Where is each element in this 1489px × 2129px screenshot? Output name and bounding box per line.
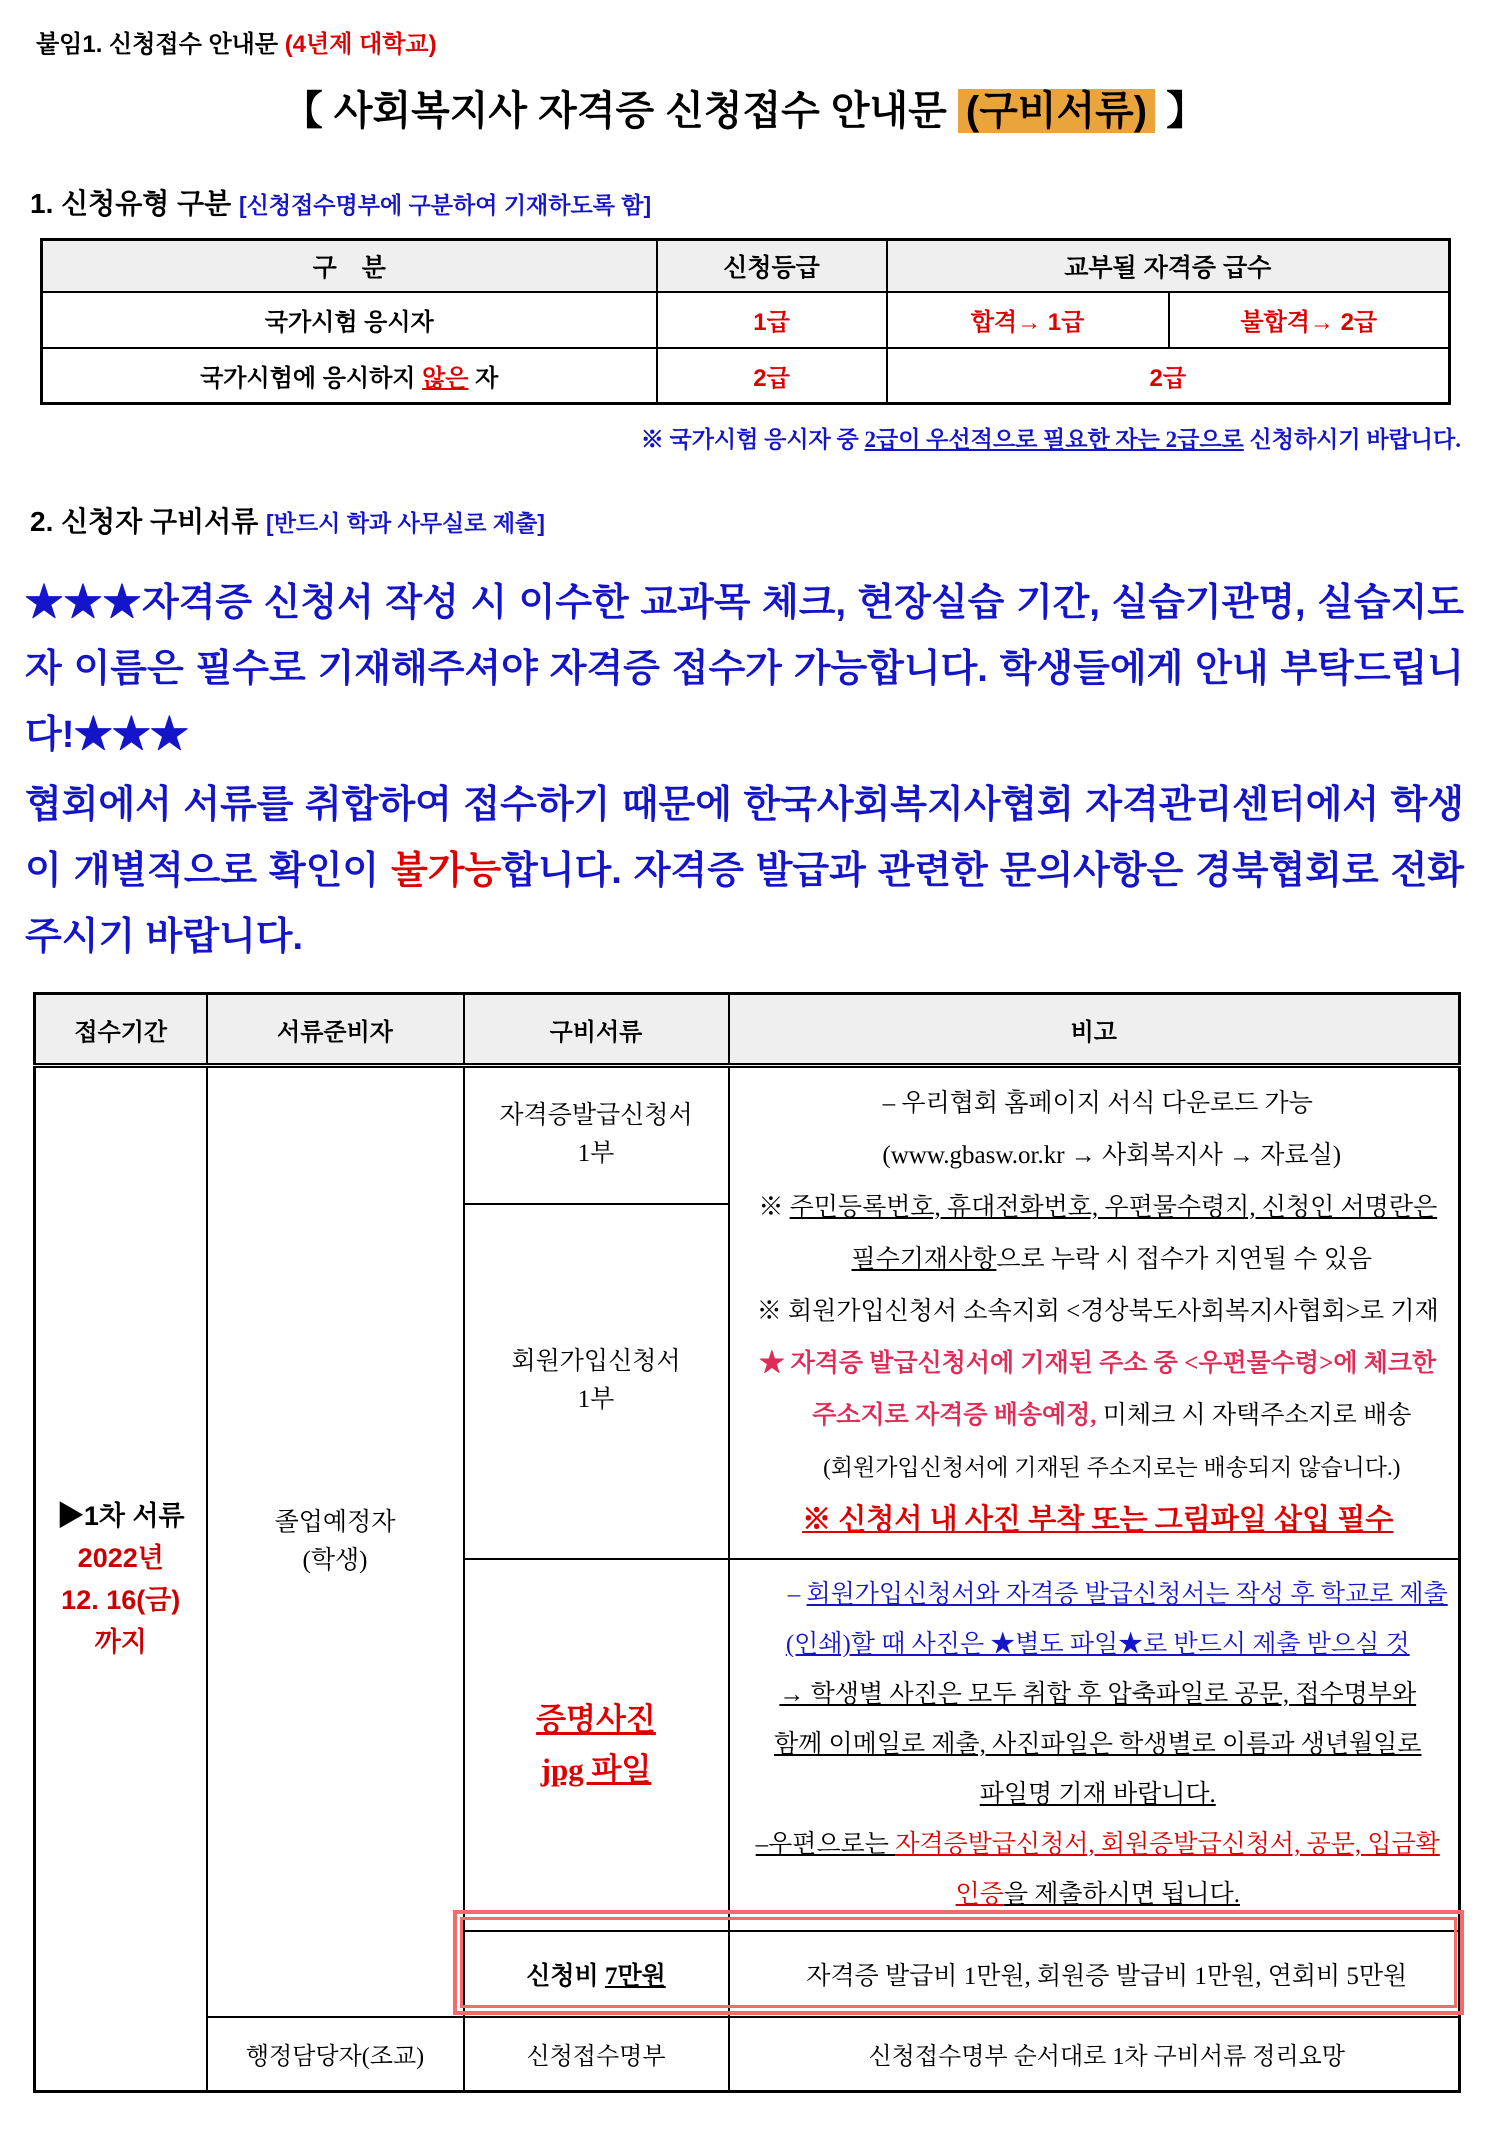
t2-cell-preparer-student — [207, 1066, 464, 2018]
text-segment: 합니다. 자격증 발급과 관련한 문의사항은 경북협회로 전화주시기 바랍니다. — [25, 850, 1465, 958]
text-line — [746, 1286, 1451, 1338]
text-line — [465, 1097, 728, 1135]
t2-cell-fee-breakdown: 자격증 발급비 1만원, 회원증 발급비 1만원, 연회비 5만원 — [729, 1931, 1460, 2017]
text-line — [746, 1494, 1451, 1548]
text-segment: ★ 자격증 발급신청서에 기재된 주소 중 <우편물수령>에 체크한 — [759, 1350, 1437, 1377]
text-line — [746, 1720, 1451, 1770]
text-segment: 신청하시기 바랍니다. — [1243, 427, 1461, 452]
text-line — [208, 1504, 463, 1542]
notice-paragraph-2 — [25, 772, 1464, 970]
t1-header-row — [42, 240, 1450, 292]
text-segment: 2급 — [753, 364, 790, 392]
t1-row-non-taker — [42, 348, 1450, 404]
text-segment: 자 — [468, 364, 499, 392]
text-segment: 까지 — [94, 1626, 147, 1657]
text-segment: 함께 이메일로 제출, 사진파일은 학생별로 이름과 생년월일로 — [773, 1731, 1422, 1758]
text-segment: 자격증발급신청서 — [499, 1102, 693, 1130]
text-line — [746, 1870, 1451, 1920]
text-segment: 국가시험 응시자 — [264, 309, 434, 336]
text-segment: 【 사회복지사 자격증 신청접수 안내문 — [282, 89, 958, 133]
t2-cell-fee — [464, 1931, 729, 2017]
t2-header-period: 접수기간 — [35, 994, 207, 1066]
text-segment: 파일명 기재 바랍니다. — [979, 1781, 1216, 1808]
text-line — [746, 1820, 1451, 1870]
t2-cell-preparer-admin: 행정담당자(조교) — [207, 2017, 464, 2091]
text-segment: ★★★자격증 신청서 작성 시 이수한 교과목 체크, 현장실습 기간, 실습기관명, 실습지도자 이름은 필수로 기재해주셔야 자격증 접수가 가능합니다. 학생들에게 안내 부탁드립니다!★★★ — [25, 582, 1464, 756]
text-line — [465, 1695, 728, 1745]
text-segment: 증명사진 — [536, 1702, 656, 1737]
text-segment: 12. 16(금) — [61, 1584, 181, 1615]
text-segment: 협회에서 서류를 취합하여 접수하기 때문에 한국사회복지사협회 자격관리센터에서 학생이 개별적으로 확인이 — [25, 784, 1464, 892]
t1-cell-category — [42, 348, 657, 404]
text-segment: 않은 — [422, 364, 469, 392]
t2-row-admin — [35, 2017, 1460, 2091]
t2-cell-remark-photo — [729, 1559, 1460, 1931]
text-segment: 자격증발급신청서, 회원증발급신청서, 공문, 입금확 — [895, 1831, 1440, 1858]
application-type-table — [40, 238, 1451, 405]
text-segment: (학생) — [302, 1547, 368, 1574]
text-segment: jpg 파일 — [540, 1752, 652, 1787]
text-segment: 졸업예정자 — [274, 1509, 396, 1536]
text-line — [465, 1135, 728, 1173]
t2-header-row — [35, 994, 1460, 1066]
text-segment: 1부 — [577, 1140, 615, 1168]
table1-note — [0, 421, 1461, 454]
text-line — [746, 1182, 1451, 1234]
text-line — [746, 1390, 1451, 1442]
text-segment: ※ 회원가입신청서 소속지회 <경상북도사회복지사협회>로 기재 — [756, 1298, 1439, 1325]
text-segment: 2급 — [1149, 364, 1187, 392]
notice-paragraph-1 — [25, 570, 1464, 768]
t2-cell-doc-membership-form — [464, 1204, 729, 1559]
section1-heading — [30, 182, 1489, 222]
text-segment: 2. 신청자 구비서류 — [30, 506, 267, 537]
text-line — [465, 1745, 728, 1795]
text-segment: 주민등록번호, 휴대전화번호, 우편물수령지, 신청인 서명란은 — [789, 1194, 1438, 1221]
t1-header-issued: 교부될 자격증 급수 — [887, 240, 1450, 292]
t1-cell-grade — [657, 348, 887, 404]
t1-cell-fail — [1169, 292, 1450, 348]
text-segment: 미체크 시 자택주소지로 배송 — [1096, 1402, 1412, 1429]
text-segment: 필수기재사항 — [851, 1246, 997, 1273]
text-segment: ※ 국가시험 응시자 중 — [640, 427, 865, 452]
text-segment: 을 제출하시면 됩니다. — [1003, 1881, 1240, 1908]
text-segment: 1. 신청유형 구분 — [30, 188, 239, 219]
text-line — [36, 1579, 206, 1621]
text-segment: 국가시험에 응시하지 — [200, 364, 423, 392]
text-segment: ▶1차 서류 — [56, 1500, 185, 1531]
text-segment: 회원가입신청서와 자격증 발급신청서는 작성 후 학교로 제출 — [806, 1581, 1448, 1608]
text-segment: 주소지로 자격증 배송예정, — [812, 1402, 1097, 1429]
text-segment: [신청접수명부에 구분하여 기재하도록 함] — [238, 192, 652, 218]
text-line — [746, 1442, 1451, 1494]
section2-heading — [30, 500, 1489, 540]
t2-cell-doc-cert-form — [464, 1066, 729, 1204]
text-segment: 인증 — [955, 1881, 1004, 1908]
text-segment: 2022년 — [77, 1542, 164, 1573]
t1-header-gubun: 구 분 — [42, 240, 657, 292]
t2-row-cert-application — [35, 1066, 1460, 1204]
t2-header-preparer: 서류준비자 — [207, 994, 464, 1066]
page-title — [0, 79, 1489, 136]
t1-cell-pass — [887, 292, 1169, 348]
text-line — [746, 1078, 1451, 1130]
text-segment: 회원가입신청서 — [511, 1348, 681, 1376]
t2-header-remarks: 비고 — [729, 994, 1460, 1066]
text-segment: – — [787, 1581, 807, 1608]
text-segment: (인쇄)할 때 사진은 ★별도 파일★로 반드시 제출 받으실 것 — [785, 1631, 1410, 1658]
text-segment: ※ — [758, 1194, 790, 1221]
text-segment: [반드시 학과 사무실로 제출] — [266, 510, 545, 536]
text-segment: 으로 누락 시 접수가 지연될 수 있음 — [996, 1246, 1372, 1273]
text-segment: 】 — [1155, 89, 1207, 133]
t2-cell-remark-roster: 신청접수명부 순서대로 1차 구비서류 정리요망 — [729, 2017, 1460, 2091]
text-segment: 2급이 우선적으로 필요한 자는 2급으로 — [864, 427, 1244, 452]
text-line — [746, 1770, 1451, 1820]
t2-cell-period — [35, 1066, 207, 2092]
text-line — [746, 1234, 1451, 1286]
text-segment: ※ 신청서 내 사진 부착 또는 그림파일 삽입 필수 — [802, 1504, 1394, 1536]
text-segment: 1부 — [577, 1386, 615, 1414]
t1-cell-grade — [657, 292, 887, 348]
text-line — [36, 1537, 206, 1579]
t2-cell-remark-forms — [729, 1066, 1460, 1560]
text-line — [746, 1570, 1451, 1620]
text-segment: 1급 — [753, 309, 790, 336]
text-segment: (4년제 대학교) — [284, 31, 437, 58]
text-segment: – 우리협회 홈페이지 서식 다운로드 가능 — [882, 1090, 1313, 1117]
t2-cell-doc-photo — [464, 1559, 729, 1931]
t1-cell-category — [42, 292, 657, 348]
text-line — [746, 1130, 1451, 1182]
requirements-table-wrap — [33, 992, 1458, 2093]
text-segment: → 학생별 사진은 모두 취합 후 압축파일로 공문, 접수명부와 — [779, 1681, 1417, 1708]
text-segment: 합격→ 1급 — [970, 309, 1085, 336]
t2-header-documents: 구비서류 — [464, 994, 729, 1066]
text-segment: 신청비 — [526, 1963, 605, 1990]
text-line — [465, 1343, 728, 1381]
text-line — [746, 1670, 1451, 1720]
text-segment: 7만원 — [604, 1963, 666, 1990]
t1-row-exam-taker — [42, 292, 1450, 348]
text-segment: (회원가입신청서에 기재된 주소지로는 배송되지 않습니다.) — [823, 1455, 1401, 1480]
text-line — [746, 1338, 1451, 1390]
attachment-label — [36, 24, 1489, 59]
text-segment: 불합격→ 2급 — [1240, 309, 1378, 336]
text-segment: 붙임1. 신청접수 안내문 — [36, 31, 285, 58]
text-segment: 불가능 — [391, 850, 502, 892]
text-line — [746, 1620, 1451, 1670]
text-segment: (www.gbasw.or.kr → 사회복지사 → 자료실) — [882, 1142, 1342, 1169]
t1-cell-issued — [887, 348, 1450, 404]
t1-header-grade: 신청등급 — [657, 240, 887, 292]
text-line — [208, 1542, 463, 1580]
text-line — [36, 1621, 206, 1663]
requirements-table — [33, 992, 1461, 2093]
text-line — [465, 1381, 728, 1419]
t2-cell-doc-roster: 신청접수명부 — [464, 2017, 729, 2091]
text-segment: –우편으로는 — [755, 1831, 896, 1858]
text-line — [36, 1495, 206, 1537]
text-segment: (구비서류) — [958, 89, 1155, 133]
